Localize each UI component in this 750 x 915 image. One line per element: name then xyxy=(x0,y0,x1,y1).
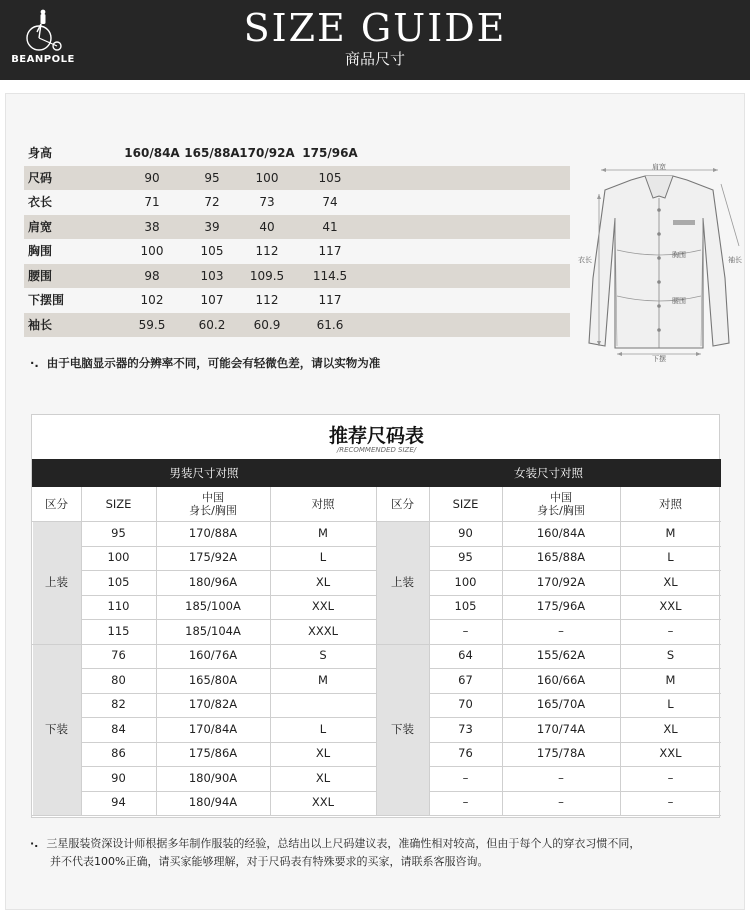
men-table-cell: XL xyxy=(315,574,331,589)
grid-line xyxy=(502,487,503,815)
diagram-waist-label: 腰围 xyxy=(672,297,686,305)
spec-cell: 60.9 xyxy=(253,317,281,332)
spec-row-label: 袖长 xyxy=(28,317,53,332)
spec-header-row xyxy=(24,141,570,166)
color-disclaimer-text: 由于电脑显示器的分辨率不同，可能会有轻微色差，请以实物为准 xyxy=(46,356,381,370)
grid-line xyxy=(156,487,157,815)
men-table-cell: XXXL xyxy=(307,623,339,638)
men-table-cell xyxy=(270,693,376,718)
color-disclaimer xyxy=(30,355,380,371)
women-table-cell: 160/66A xyxy=(536,672,586,687)
women-table-cell: XL xyxy=(663,574,678,589)
men-table-cell: L xyxy=(319,721,327,736)
diagram-chest-label: 胸围 xyxy=(672,251,686,259)
diagram-length-label: 衣长 xyxy=(578,256,592,264)
women-table-cell: S xyxy=(666,648,675,663)
women-table-cell: XL xyxy=(663,721,678,736)
spec-cell: 59.5 xyxy=(138,317,166,332)
spec-row-label: 胸围 xyxy=(28,244,53,258)
spec-cell: 100 xyxy=(255,170,279,185)
men-table-cell: 160/76A xyxy=(188,648,238,663)
men-table-cell: 94 xyxy=(111,795,126,810)
men-table-cell: 170/84A xyxy=(188,721,238,736)
men-table-cell: 165/80A xyxy=(188,672,238,687)
women-category-top: 上装 xyxy=(391,574,414,589)
women-table-cell: – xyxy=(558,770,564,785)
shirt-measurement-diagram xyxy=(573,158,743,363)
women-table-cell: 155/62A xyxy=(536,648,586,663)
spec-row-hem xyxy=(24,288,570,313)
spec-cell: 61.6 xyxy=(316,317,344,332)
men-category-bottom: 下装 xyxy=(45,721,68,736)
spec-header-size: 175/96A xyxy=(302,146,358,160)
spec-row-size xyxy=(24,166,570,191)
women-table-cell: 64 xyxy=(458,648,473,663)
bullet-dots: ·. xyxy=(30,837,39,850)
spec-cell: 100 xyxy=(140,244,164,258)
men-table-cell: 180/90A xyxy=(188,770,238,785)
spec-row-length xyxy=(24,190,570,215)
men-table-cell: 175/92A xyxy=(188,550,238,565)
men-table-cell: S xyxy=(319,648,327,663)
men-table-cell: 115 xyxy=(107,623,130,638)
women-table-cell: XXL xyxy=(659,746,682,761)
grid-line xyxy=(429,668,721,669)
women-category-bottom: 下装 xyxy=(391,721,414,736)
women-table-cell: 95 xyxy=(458,550,473,565)
spec-row-shoulder xyxy=(24,215,570,240)
brand-name: BEANPOLE xyxy=(11,54,75,65)
women-table-cell: 165/70A xyxy=(536,697,586,712)
diagram-sleeve-label: 袖长 xyxy=(728,256,742,264)
shirt-diagram-svg xyxy=(573,158,743,363)
grid-line xyxy=(376,487,377,815)
women-table-cell: – xyxy=(667,623,674,638)
men-table-cell: 86 xyxy=(111,746,126,761)
women-table-cell: – xyxy=(667,795,674,810)
grid-line xyxy=(81,619,376,620)
men-table-cell: 110 xyxy=(107,599,130,614)
spec-cell: 117 xyxy=(318,244,342,258)
women-table-cell: 105 xyxy=(454,599,477,614)
women-table-cell: – xyxy=(462,623,469,638)
men-table-cell: XXL xyxy=(311,795,335,810)
grid-line xyxy=(429,487,430,815)
spec-header-size: 165/88A xyxy=(184,146,240,160)
spec-row-label: 衣长 xyxy=(28,195,53,209)
women-table-cell: – xyxy=(558,795,564,810)
women-table-cell: 100 xyxy=(454,574,477,589)
size-advice-note xyxy=(30,835,640,871)
men-table-cell: 170/82A xyxy=(188,697,238,712)
diagram-shoulder-label: 肩宽 xyxy=(652,163,666,171)
men-col-size: SIZE xyxy=(105,496,132,511)
men-table-cell: 105 xyxy=(107,574,130,589)
spec-cell: 112 xyxy=(255,244,279,258)
grid-line xyxy=(429,619,721,620)
women-col-size: SIZE xyxy=(452,496,479,511)
men-table-cell: 82 xyxy=(111,697,126,712)
men-category-top: 上装 xyxy=(45,574,68,589)
spec-header-size: 160/84A xyxy=(124,146,180,160)
size-advice-line1: 三星服装资深设计师根据多年制作服装的经验，总结出以上尺码建议表，准确性相对较高，但由于每个人的穿衣习惯不同， xyxy=(46,837,641,850)
grid-line xyxy=(81,570,376,571)
product-size-table xyxy=(24,141,570,337)
grid-line xyxy=(81,546,376,547)
spec-header-label: 身高 xyxy=(28,146,53,160)
spec-cell: 39 xyxy=(204,219,220,234)
men-table-cell: XL xyxy=(315,770,331,785)
men-table-cell: 76 xyxy=(111,648,126,663)
page-title: SIZE GUIDE xyxy=(243,6,507,50)
women-table-cell: – xyxy=(462,770,469,785)
men-table-cell: 175/86A xyxy=(188,746,238,761)
spec-cell: 41 xyxy=(322,219,338,234)
grid-line xyxy=(429,717,721,718)
women-table-cell: 67 xyxy=(458,672,473,687)
spec-cell: 103 xyxy=(200,268,224,283)
women-col-match: 对照 xyxy=(659,496,682,511)
gender-header-bar xyxy=(32,459,721,487)
grid-line xyxy=(81,717,376,718)
women-col-cn xyxy=(502,487,620,521)
women-table-cell: 90 xyxy=(458,525,473,540)
spec-cell: 98 xyxy=(144,268,160,283)
bullet-dots: ·. xyxy=(30,356,39,370)
women-table-cell: L xyxy=(667,697,674,712)
spec-cell: 105 xyxy=(318,170,342,185)
women-size-title: 女装尺寸对照 xyxy=(514,466,583,480)
spec-cell: 109.5 xyxy=(249,268,285,283)
grid-line xyxy=(429,742,721,743)
grid-line xyxy=(429,595,721,596)
grid-line xyxy=(81,791,376,792)
grid-line xyxy=(429,766,721,767)
women-table-cell: L xyxy=(667,550,674,565)
women-table-cell: 165/88A xyxy=(536,550,586,565)
spec-cell: 105 xyxy=(200,244,224,258)
grid-line xyxy=(81,487,82,815)
men-table-cell: L xyxy=(319,550,327,565)
men-table-cell: 180/94A xyxy=(188,795,238,810)
grid-line xyxy=(429,791,721,792)
spec-cell: 38 xyxy=(144,219,160,234)
women-table-cell: 175/78A xyxy=(536,746,586,761)
men-table-cell: M xyxy=(318,525,328,540)
men-table-cell: XL xyxy=(315,746,331,761)
spec-cell: 95 xyxy=(204,170,220,185)
spec-cell: 112 xyxy=(255,293,279,307)
col-cn-line1: 中国 xyxy=(550,491,572,504)
men-table-cell: 185/104A xyxy=(185,623,241,638)
spec-cell: 40 xyxy=(259,219,275,234)
women-table-cell: 76 xyxy=(458,746,473,761)
grid-line xyxy=(81,668,376,669)
spec-row-label: 下摆围 xyxy=(28,293,65,307)
spec-header-size: 170/92A xyxy=(239,146,295,160)
men-table-cell: 95 xyxy=(111,525,126,540)
women-col-area: 区分 xyxy=(391,496,414,511)
grid-line xyxy=(429,546,721,547)
men-table-cell: 84 xyxy=(111,721,126,736)
women-table-cell: – xyxy=(558,623,564,638)
men-table-cell: 170/88A xyxy=(188,525,238,540)
women-table-cell: 170/74A xyxy=(536,721,586,736)
men-col-cn xyxy=(156,487,270,521)
size-advice-line2: 并不代表100%正确，请买家能够理解，对于尺码表有特殊要求的买家，请联系客服咨询。 xyxy=(50,855,489,868)
spec-cell: 74 xyxy=(322,195,338,209)
women-table-cell: 175/96A xyxy=(536,599,586,614)
recommended-subtitle: /RECOMMENDED SIZE/ xyxy=(336,446,417,454)
men-table-cell: 180/96A xyxy=(188,574,238,589)
women-table-cell: – xyxy=(462,795,469,810)
women-table-cell: 170/92A xyxy=(536,574,586,589)
diagram-hem-label: 下摆 xyxy=(652,355,666,363)
women-table-cell: M xyxy=(665,672,676,687)
recommended-title: 推荐尺码表 xyxy=(328,425,424,447)
spec-row-waist xyxy=(24,264,570,289)
col-cn-line2: 身长/胸围 xyxy=(189,504,237,517)
men-table-cell: 80 xyxy=(111,672,126,687)
col-cn-line2: 身长/胸围 xyxy=(537,504,585,517)
men-table-cell: 100 xyxy=(107,550,130,565)
women-table-cell: XXL xyxy=(659,599,682,614)
spec-row-label: 腰围 xyxy=(28,268,53,283)
men-table-cell: 90 xyxy=(111,770,126,785)
col-cn-line1: 中国 xyxy=(202,491,224,504)
spec-cell: 71 xyxy=(144,195,160,209)
spec-cell: 102 xyxy=(140,293,164,307)
women-table-cell: 73 xyxy=(458,721,473,736)
grid-line xyxy=(620,487,621,815)
page-header xyxy=(0,0,750,80)
spec-cell: 107 xyxy=(200,293,224,307)
women-table-cell: 70 xyxy=(458,697,473,712)
men-table-cell: M xyxy=(318,672,328,687)
page-subtitle: 商品尺寸 xyxy=(344,50,405,68)
grid-line xyxy=(429,693,721,694)
grid-line xyxy=(32,815,721,816)
men-col-match: 对照 xyxy=(311,496,335,511)
spec-cell: 114.5 xyxy=(312,268,348,283)
women-table-cell: – xyxy=(667,770,674,785)
spec-cell: 60.2 xyxy=(198,317,226,332)
women-table-cell: M xyxy=(665,525,676,540)
spec-cell: 72 xyxy=(204,195,220,209)
spec-row-sleeve xyxy=(24,313,570,338)
men-table-cell: 185/100A xyxy=(185,599,241,614)
men-size-title: 男装尺寸对照 xyxy=(169,466,239,480)
grid-line xyxy=(81,693,376,694)
spec-row-chest xyxy=(24,239,570,264)
spec-row-label: 尺码 xyxy=(28,170,53,185)
spec-row-label: 肩宽 xyxy=(28,219,53,234)
grid-line xyxy=(81,742,376,743)
spec-cell: 90 xyxy=(144,170,160,185)
men-col-area: 区分 xyxy=(45,496,68,511)
grid-line xyxy=(81,595,376,596)
women-table-cell: 160/84A xyxy=(536,525,586,540)
grid-line xyxy=(270,487,271,815)
grid-line xyxy=(429,570,721,571)
spec-cell: 73 xyxy=(259,195,275,209)
spec-cell: 117 xyxy=(318,293,342,307)
men-table-cell: XXL xyxy=(311,599,335,614)
grid-line xyxy=(81,766,376,767)
recommended-size-table xyxy=(31,414,720,818)
